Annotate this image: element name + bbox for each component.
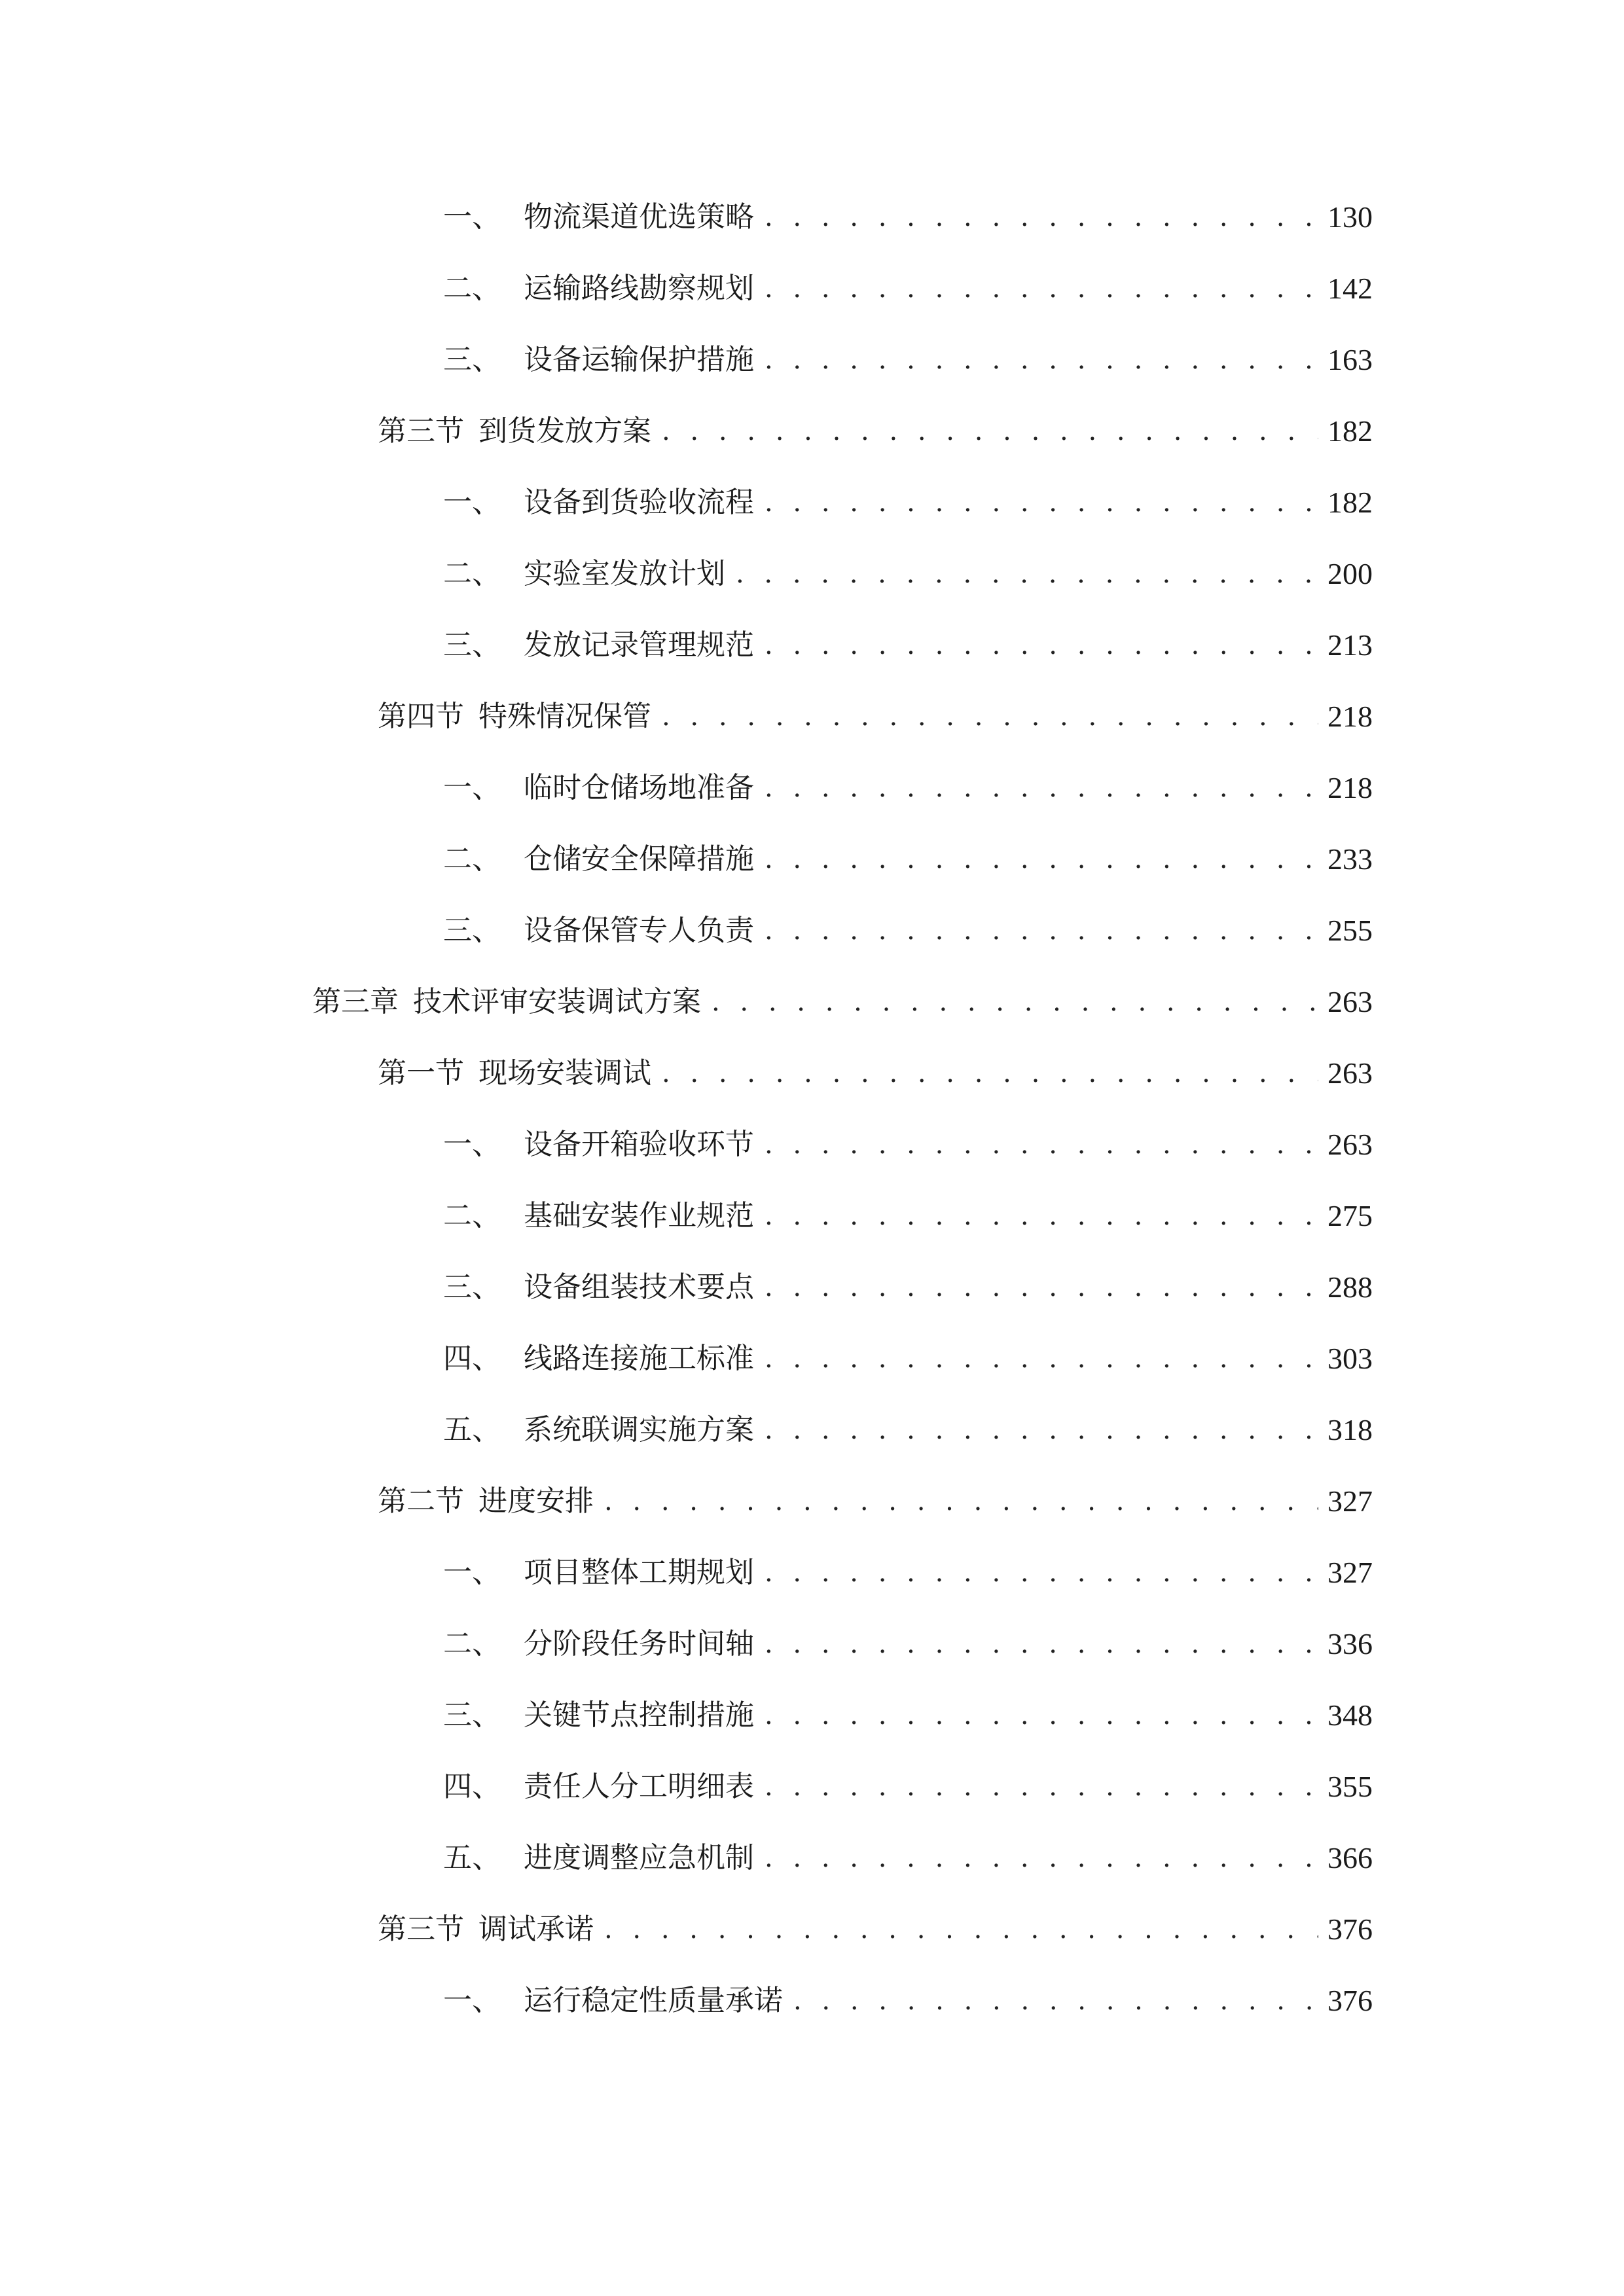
entry-title: 进度调整应急机制 <box>524 1841 754 1874</box>
toc-entry[interactable] <box>443 1122 1373 1168</box>
toc-entry[interactable] <box>443 480 1373 526</box>
entry-number: 第三节 <box>378 414 464 448</box>
entry-page-number: 233 <box>1327 842 1373 876</box>
entry-title: 分阶段任务时间轴 <box>524 1627 754 1660</box>
entry-number: 三、 <box>443 914 501 947</box>
entry-page-number: 142 <box>1327 272 1373 305</box>
dot-leader <box>765 1265 1318 1310</box>
toc-entry[interactable] <box>443 765 1373 811</box>
toc-entry[interactable] <box>378 1907 1373 1952</box>
entry-title: 系统联调实施方案 <box>524 1413 754 1446</box>
toc-entry[interactable] <box>378 694 1373 740</box>
dot-leader <box>793 1978 1318 2024</box>
dot-leader <box>765 908 1318 954</box>
entry-number: 第一节 <box>378 1056 464 1090</box>
dot-leader <box>662 694 1318 740</box>
dot-leader <box>765 480 1318 526</box>
entry-number: 三、 <box>443 628 501 662</box>
dot-leader <box>765 765 1318 811</box>
entry-number: 第四节 <box>378 700 464 733</box>
entry-page-number: 376 <box>1327 1912 1373 1946</box>
entry-number: 第三章 <box>312 985 399 1018</box>
entry-title: 设备保管专人负责 <box>524 914 754 947</box>
toc-entry[interactable] <box>443 337 1373 383</box>
toc-entry[interactable] <box>378 408 1373 454</box>
entry-number: 四、 <box>443 1770 501 1803</box>
entry-title: 进度安排 <box>478 1484 594 1518</box>
toc-entry[interactable] <box>443 1407 1373 1453</box>
entry-page-number: 336 <box>1327 1627 1373 1660</box>
entry-number: 一、 <box>443 200 501 234</box>
entry-number: 第二节 <box>378 1484 464 1518</box>
entry-title: 现场安装调试 <box>478 1056 651 1090</box>
entry-title: 项目整体工期规划 <box>524 1556 754 1589</box>
entry-number: 一、 <box>443 1556 501 1589</box>
toc-entry[interactable] <box>443 908 1373 954</box>
entry-title: 线路连接施工标准 <box>524 1342 754 1375</box>
dot-leader <box>765 1835 1318 1881</box>
dot-leader <box>604 1907 1318 1952</box>
entry-page-number: 163 <box>1327 343 1373 376</box>
entry-title: 运行稳定性质量承诺 <box>524 1984 783 2017</box>
entry-title: 实验室发放计划 <box>524 557 725 590</box>
entry-page-number: 303 <box>1327 1342 1373 1375</box>
entry-number: 一、 <box>443 771 501 804</box>
entry-page-number: 327 <box>1327 1484 1373 1518</box>
entry-page-number: 218 <box>1327 700 1373 733</box>
toc-entry[interactable] <box>443 1265 1373 1310</box>
dot-leader <box>765 266 1318 312</box>
toc-entry[interactable] <box>443 1764 1373 1810</box>
entry-number: 二、 <box>443 842 501 876</box>
entry-number: 一、 <box>443 1984 501 2017</box>
entry-title: 运输路线勘察规划 <box>524 272 754 305</box>
dot-leader <box>765 194 1318 240</box>
toc-entry[interactable] <box>443 836 1373 882</box>
entry-page-number: 182 <box>1327 414 1373 448</box>
dot-leader <box>765 622 1318 668</box>
entry-title: 到货发放方案 <box>478 414 651 448</box>
entry-number: 第三节 <box>378 1912 464 1946</box>
entry-page-number: 200 <box>1327 557 1373 590</box>
toc-entry[interactable] <box>443 551 1373 597</box>
dot-leader <box>712 979 1318 1025</box>
entry-page-number: 130 <box>1327 200 1373 234</box>
dot-leader <box>765 1621 1318 1667</box>
entry-page-number: 376 <box>1327 1984 1373 2017</box>
entry-number: 二、 <box>443 272 501 305</box>
entry-page-number: 263 <box>1327 1056 1373 1090</box>
toc-entry[interactable] <box>443 1693 1373 1738</box>
toc-entry[interactable] <box>443 1550 1373 1596</box>
toc-entry[interactable] <box>443 194 1373 240</box>
dot-leader <box>662 408 1318 454</box>
entry-title: 设备组装技术要点 <box>524 1270 754 1304</box>
entry-title: 仓储安全保障措施 <box>524 842 754 876</box>
entry-page-number: 182 <box>1327 486 1373 519</box>
entry-page-number: 348 <box>1327 1698 1373 1732</box>
entry-title: 技术评审安装调试方案 <box>413 985 701 1018</box>
entry-page-number: 263 <box>1327 1128 1373 1161</box>
dot-leader <box>736 551 1318 597</box>
entry-page-number: 355 <box>1327 1770 1373 1803</box>
dot-leader <box>765 1407 1318 1453</box>
toc-entry[interactable] <box>312 979 1373 1025</box>
entry-number: 二、 <box>443 557 501 590</box>
entry-number: 三、 <box>443 1698 501 1732</box>
dot-leader <box>765 836 1318 882</box>
toc-entry[interactable] <box>443 1835 1373 1881</box>
dot-leader <box>765 1193 1318 1239</box>
dot-leader <box>604 1479 1318 1524</box>
dot-leader <box>765 337 1318 383</box>
entry-title: 发放记录管理规范 <box>524 628 754 662</box>
dot-leader <box>765 1122 1318 1168</box>
entry-page-number: 275 <box>1327 1199 1373 1232</box>
entry-title: 基础安装作业规范 <box>524 1199 754 1232</box>
entry-number: 四、 <box>443 1342 501 1375</box>
toc-entry[interactable] <box>443 1978 1373 2024</box>
toc-entry[interactable] <box>443 266 1373 312</box>
entry-title: 调试承诺 <box>478 1912 594 1946</box>
entry-number: 一、 <box>443 486 501 519</box>
entry-page-number: 263 <box>1327 985 1373 1018</box>
entry-title: 特殊情况保管 <box>478 700 651 733</box>
entry-title: 设备到货验收流程 <box>524 486 754 519</box>
entry-number: 五、 <box>443 1413 501 1446</box>
entry-page-number: 288 <box>1327 1270 1373 1304</box>
entry-title: 物流渠道优选策略 <box>524 200 754 234</box>
entry-page-number: 255 <box>1327 914 1373 947</box>
entry-title: 责任人分工明细表 <box>524 1770 754 1803</box>
toc-entry[interactable] <box>378 1479 1373 1524</box>
dot-leader <box>662 1050 1318 1096</box>
entry-number: 三、 <box>443 1270 501 1304</box>
entry-number: 二、 <box>443 1199 501 1232</box>
entry-number: 五、 <box>443 1841 501 1874</box>
entry-title: 设备运输保护措施 <box>524 343 754 376</box>
entry-page-number: 366 <box>1327 1841 1373 1874</box>
entry-page-number: 327 <box>1327 1556 1373 1589</box>
entry-page-number: 213 <box>1327 628 1373 662</box>
toc-entry[interactable] <box>443 622 1373 668</box>
dot-leader <box>765 1550 1318 1596</box>
entry-title: 设备开箱验收环节 <box>524 1128 754 1161</box>
entry-page-number: 318 <box>1327 1413 1373 1446</box>
dot-leader <box>765 1336 1318 1382</box>
entry-page-number: 218 <box>1327 771 1373 804</box>
toc-entry[interactable] <box>443 1193 1373 1239</box>
dot-leader <box>765 1693 1318 1738</box>
toc-entry[interactable] <box>378 1050 1373 1096</box>
toc-entry[interactable] <box>443 1336 1373 1382</box>
toc-entry[interactable] <box>443 1621 1373 1667</box>
entry-number: 三、 <box>443 343 501 376</box>
entry-title: 关键节点控制措施 <box>524 1698 754 1732</box>
entry-number: 一、 <box>443 1128 501 1161</box>
entry-number: 二、 <box>443 1627 501 1660</box>
dot-leader <box>765 1764 1318 1810</box>
entry-title: 临时仓储场地准备 <box>524 771 754 804</box>
